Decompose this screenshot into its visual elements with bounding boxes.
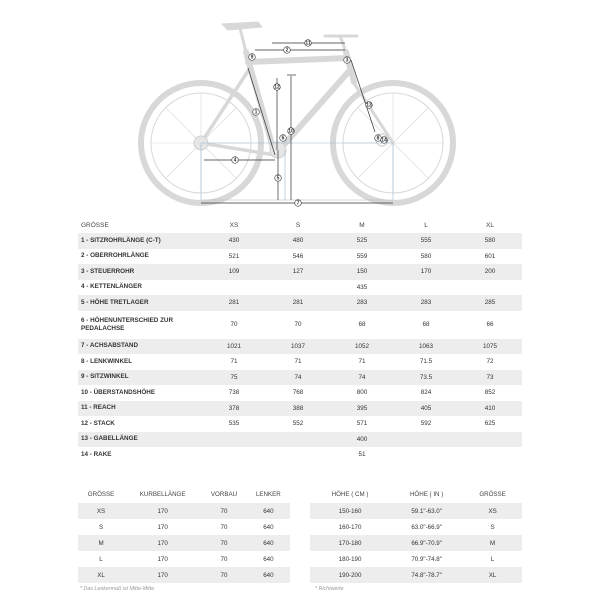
cell: 552 [292, 420, 304, 428]
row-label: 8 - LENKWINKEL [81, 357, 133, 365]
marker-2 [284, 47, 291, 54]
cell: 640 [263, 571, 274, 579]
cell: XS [488, 507, 497, 515]
svg-text:2: 2 [285, 47, 289, 54]
cell: 74 [294, 373, 302, 381]
header-xs: XS [229, 222, 239, 229]
cell: 73.5 [419, 373, 433, 381]
cell: 625 [484, 420, 496, 428]
table-row [78, 551, 290, 567]
table-row [310, 551, 522, 567]
svg-text:8: 8 [376, 135, 380, 142]
header-handlebar: LENKER [255, 490, 281, 498]
cell: 71 [230, 358, 238, 366]
cell: 388 [292, 404, 304, 412]
cell: 51 [358, 451, 366, 459]
table-row [78, 432, 522, 448]
cell: 71 [358, 358, 366, 366]
table-row [310, 503, 522, 519]
handlebar-note: * Das Lenkermaß ist Mitte-Mitte [80, 586, 155, 592]
cell: 535 [228, 420, 240, 428]
cell [202, 280, 266, 296]
cell: M [489, 539, 496, 547]
cell: 1075 [482, 342, 497, 350]
cell: 525 [356, 237, 368, 245]
cell: 170-180 [338, 539, 362, 547]
cell: 68 [422, 321, 430, 328]
cell: 281 [228, 299, 240, 307]
svg-text:11: 11 [305, 40, 311, 47]
table-row [78, 280, 522, 296]
cell: 190-200 [338, 571, 362, 579]
table-row [78, 295, 522, 311]
row-label: 13 - GABELLÄNGE [81, 435, 138, 443]
marker-6 [280, 135, 287, 142]
table-row [78, 535, 290, 551]
svg-text:7: 7 [296, 200, 300, 207]
table-row [78, 354, 522, 370]
cell: L [490, 555, 495, 563]
cell: 170 [157, 523, 168, 531]
table-row [78, 385, 522, 401]
header-height-cm: HÖHE ( CM ) [331, 490, 369, 498]
cell: 150 [356, 268, 368, 276]
cell: 180-190 [338, 555, 362, 563]
cell: 70 [220, 571, 228, 579]
cell: 68 [358, 321, 366, 328]
table-row [78, 233, 522, 249]
cell: 1037 [290, 342, 305, 350]
cell: XS [96, 507, 106, 515]
cell: 640 [263, 539, 274, 547]
cell: 640 [263, 523, 274, 531]
cell: 283 [420, 299, 432, 307]
header-stem: VORBAU [210, 490, 238, 498]
marker-14 [381, 137, 388, 144]
table-row [310, 519, 522, 535]
cell: 768 [292, 389, 304, 397]
cell: 70.9"-74.8" [411, 555, 442, 563]
marker-9 [249, 54, 256, 61]
table-row [78, 370, 522, 386]
marker-1 [253, 109, 260, 116]
row-label: 1 - SITZROHRLÄNGE (C-T) [81, 236, 161, 244]
cell: 70 [220, 555, 228, 563]
cell [202, 432, 266, 448]
cell: M [98, 539, 104, 547]
marker-3 [344, 57, 351, 64]
cell: 70 [220, 523, 228, 531]
top-tube [248, 58, 348, 62]
cell: 66.9"-70.9" [411, 539, 442, 547]
table-row [78, 311, 522, 339]
svg-text:14: 14 [381, 137, 387, 144]
cell: 71 [294, 358, 302, 366]
row-label: 11 - REACH [81, 404, 116, 412]
cell: 580 [420, 252, 432, 260]
cell: 640 [263, 555, 274, 563]
svg-text:9: 9 [250, 54, 254, 61]
cell: 285 [484, 299, 496, 307]
table-row [310, 535, 522, 551]
header-s: S [295, 222, 301, 229]
cell: 70 [230, 321, 238, 328]
cell: 66 [486, 321, 494, 328]
svg-text:4: 4 [233, 157, 237, 164]
cell: 170 [157, 555, 168, 563]
cell: 580 [484, 237, 496, 245]
cell: 405 [420, 404, 432, 412]
marker-4 [232, 157, 239, 164]
cell: 480 [292, 237, 304, 245]
cell: 435 [356, 283, 368, 291]
table-row [78, 416, 522, 432]
measurement-lines [201, 40, 393, 203]
table-row [78, 447, 522, 463]
marker-7 [295, 200, 302, 207]
cell: 378 [228, 404, 240, 412]
steerer [340, 36, 346, 52]
cell: 1052 [354, 342, 369, 350]
table-row [78, 519, 290, 535]
components-header-row [78, 485, 290, 503]
cell: XL [97, 571, 105, 579]
cell: 70 [220, 539, 228, 547]
cell [458, 432, 522, 448]
components-table [78, 485, 290, 583]
marker-5 [275, 175, 282, 182]
marker-11 [305, 40, 312, 47]
cell [394, 280, 458, 296]
cell: XL [488, 571, 497, 579]
cell: 571 [356, 420, 368, 428]
table-row [78, 249, 522, 265]
svg-text:1: 1 [254, 109, 258, 116]
cell: 1021 [226, 342, 241, 350]
marker-12 [274, 84, 281, 91]
cell: 170 [157, 539, 168, 547]
cell: 400 [356, 435, 368, 443]
cell: 521 [228, 252, 240, 260]
row-label: 2 - OBERROHRLÄNGE [81, 252, 149, 260]
cell: 170 [157, 571, 168, 579]
cell: 63.0"-66.9" [411, 523, 442, 531]
cell: 395 [356, 404, 368, 412]
cell: S [490, 523, 495, 531]
row-label: 14 - RAKE [81, 450, 112, 458]
cell: 555 [420, 237, 432, 245]
cell [458, 447, 522, 463]
cell: 170 [420, 268, 432, 276]
cell: 200 [484, 268, 496, 276]
row-label: 3 - STEUERROHR [81, 267, 135, 275]
cell: 170 [157, 507, 168, 515]
cell: 74 [358, 373, 366, 381]
cell: 281 [292, 299, 304, 307]
geometry-table [78, 218, 522, 463]
seat-post [240, 28, 246, 52]
guide-values-note: * Richtwerte [315, 586, 344, 592]
cell: 601 [484, 252, 496, 260]
row-label: 5 - HÖHE TRETLAGER [81, 298, 149, 306]
row-label: 6 - HÖHENUNTERSCHIED ZUR PEDALACHSE [81, 316, 174, 332]
cell: 71.5 [419, 358, 433, 366]
bike-geometry-diagram [0, 0, 600, 210]
cell: 546 [292, 252, 304, 260]
cell [394, 447, 458, 463]
header-xl: XL [486, 222, 494, 229]
row-label: 9 - SITZWINKEL [81, 373, 129, 381]
size-guide-header-row [310, 485, 522, 503]
svg-text:13: 13 [366, 102, 372, 109]
bike-silhouette [141, 22, 453, 203]
cell: 738 [228, 389, 240, 397]
header-l: L [424, 222, 428, 229]
cell [458, 280, 522, 296]
cell [394, 432, 458, 448]
svg-text:10: 10 [288, 128, 294, 135]
cell: 852 [484, 389, 496, 397]
cell: 640 [263, 507, 274, 515]
row-label: 10 - ÜBERSTANDSHÖHE [81, 388, 156, 396]
cell: 109 [228, 268, 240, 276]
table-row [310, 567, 522, 583]
header-m: M [359, 222, 365, 229]
cell: 592 [420, 420, 432, 428]
marker-10 [288, 128, 295, 135]
cell: 283 [356, 299, 368, 307]
row-label: 4 - KETTENLÄNGER [81, 283, 142, 291]
svg-text:3: 3 [345, 57, 349, 64]
cell: 160-170 [338, 523, 362, 531]
cell: 800 [356, 389, 368, 397]
cell: S [98, 523, 104, 531]
cell [266, 447, 330, 463]
table-row [78, 339, 522, 355]
marker-13 [366, 102, 373, 109]
table-row [78, 503, 290, 519]
seat-stay [201, 68, 250, 143]
header-size: GRÖSSE [87, 490, 115, 498]
cell: 559 [356, 252, 368, 260]
cell: 410 [484, 404, 496, 412]
header-size: GRÖSSE [81, 222, 109, 229]
table-row [78, 401, 522, 417]
bike-drawing [0, 0, 600, 210]
cell: 70 [220, 507, 228, 515]
cell: L [99, 555, 103, 563]
header-size: GRÖSSE [479, 490, 506, 498]
svg-text:5: 5 [276, 175, 280, 182]
cell: 59.1"-63.0" [411, 507, 442, 515]
header-height-in: HÖHE ( IN ) [409, 490, 444, 498]
size-guide-table [310, 485, 522, 583]
cell: 127 [292, 268, 304, 276]
cell [266, 432, 330, 448]
cell: 150-160 [338, 507, 362, 515]
header-crank-length: KURBELLÄNGE [139, 490, 186, 498]
cell: 70 [294, 321, 302, 328]
row-label: 7 - ACHSABSTAND [81, 342, 139, 350]
cell [202, 447, 266, 463]
saddle [222, 22, 262, 30]
cell: 824 [420, 389, 432, 397]
cell: 430 [228, 237, 240, 245]
svg-text:6: 6 [281, 135, 285, 142]
table-row [78, 567, 290, 583]
cell: 72 [486, 358, 494, 366]
cell: 73 [486, 373, 494, 381]
cell: 1063 [418, 342, 433, 350]
cell: 75 [230, 373, 238, 381]
table-row [78, 264, 522, 280]
cell [266, 280, 330, 296]
svg-text:12: 12 [274, 84, 280, 91]
row-label: 12 - STACK [81, 419, 115, 427]
cell: 74.8"-78.7" [411, 571, 442, 579]
geometry-header-row [78, 218, 522, 233]
